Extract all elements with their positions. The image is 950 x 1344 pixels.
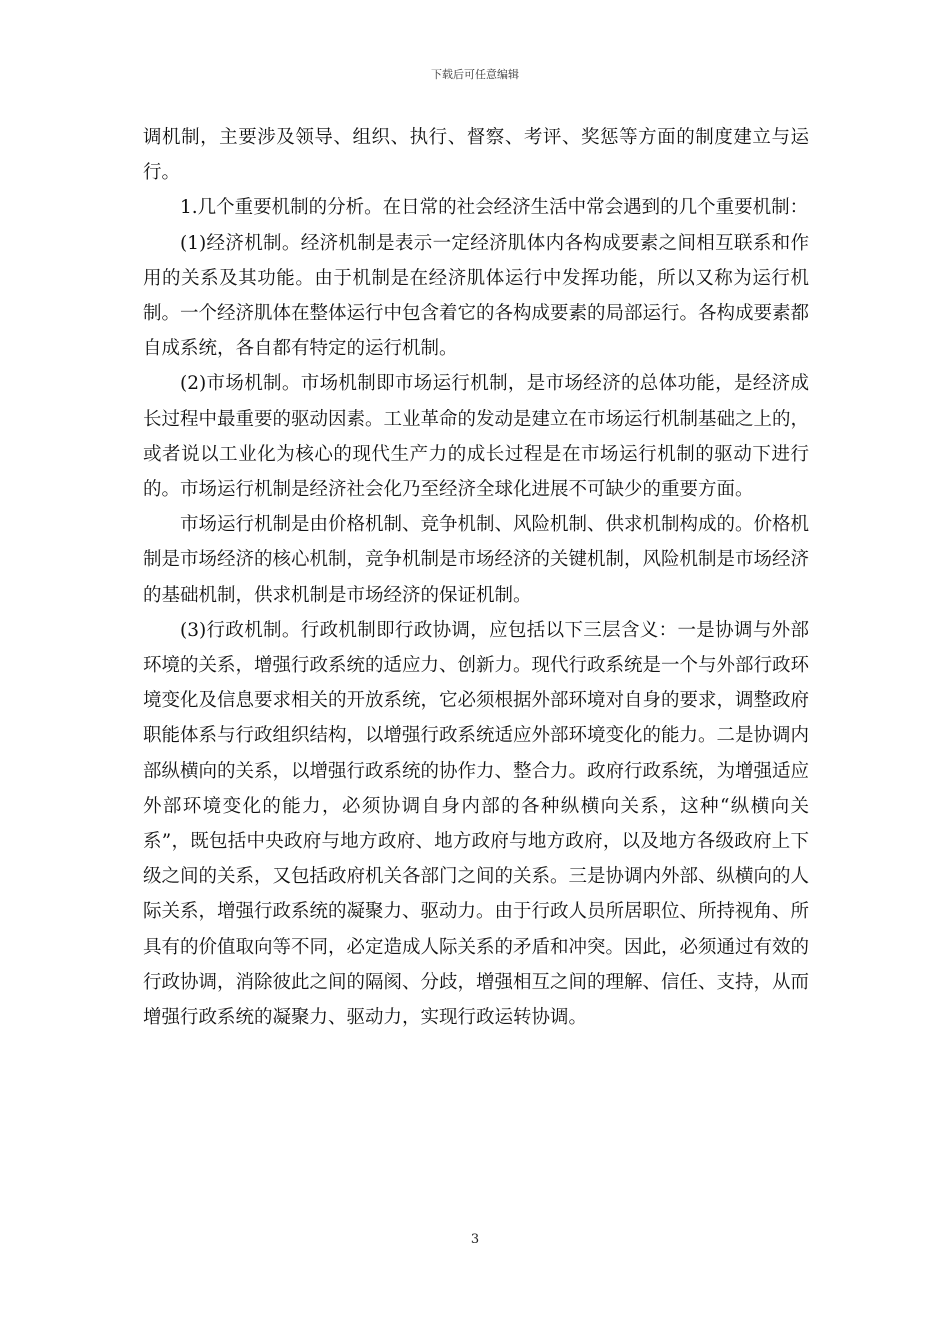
page-header: 下载后可任意编辑 — [431, 68, 519, 81]
paragraph-continuation: 调机制，主要涉及领导、组织、执行、督察、考评、奖惩等方面的制度建立与运行。 — [143, 127, 809, 184]
paragraph-economic-mechanism: (1)经济机制。经济机制是表示一定经济肌体内各构成要素之间相互联系和作用的关系及其功能。由于机制是在经济肌体运行中发挥功能，所以又称为运行机制。一个经济肌体在整体运行中包含着它的各构成要素的局部运行。各构成要素都自成系统，各自都有特定的运行机制。 — [143, 232, 810, 360]
page-number: 3 — [470, 1232, 480, 1247]
paragraph-market-components: 市场运行机制是由价格机制、竞争机制、风险机制、供求机制构成的。价格机制是市场经济的核心机制，竞争机制是市场经济的关键机制，风险机制是市场经济的基础机制，供求机制是市场经济的保证机制。 — [143, 514, 810, 606]
document-body — [143, 120, 809, 1035]
paragraph-mechanism-analysis: 1.几个重要机制的分析。在日常的社会经济生活中常会遇到的几个重要机制： — [180, 197, 809, 219]
paragraph-market-mechanism: (2)市场机制。市场机制即市场运行机制，是市场经济的总体功能，是经济成长过程中最重要的驱动因素。工业革命的发动是建立在市场运行机制基础之上的，或者说以工业化为核心的现代生产力的成长过程是在市场运行机制的驱动下进行的。市场运行机制是经济社会化乃至经济全球化进展不可缺少的重要方面。 — [143, 373, 810, 501]
paragraph-administrative-mechanism: (3)行政机制。行政机制即行政协调，应包括以下三层含义：一是协调与外部环境的关系，增强行政系统的适应力、创新力。现代行政系统是一个与外部行政环境变化及信息要求相关的开放系统，它必须根据外部环境对自身的要求，调整政府职能体系与行政组织结构，以增强行政系统适应外部环境变化的能力。二是协调内部纵横向的关系，以增强行政系统的协作力、整合力。政府行政系统，为增强适应外部环境变化的能力，必须协调自身内部的各种纵横向关系，这种“纵横向关系”，既包括中央政府与地方政府、地方政府与地方政府，以及地方各级政府上下级之间的关系，又包括政府机关各部门之间的关系。三是协调内外部、纵横向的人际关系，增强行政系统的凝聚力、驱动力。由于行政人员所居职位、所持视角、所具有的价值取向等不同，必定造成人际关系的矛盾和冲突。因此，必须通过有效的行政协调，消除彼此之间的隔阂、分歧，增强相互之间的理解、信任、支持，从而增强行政系统的凝聚力、驱动力，实现行政运转协调。 — [143, 619, 810, 1029]
